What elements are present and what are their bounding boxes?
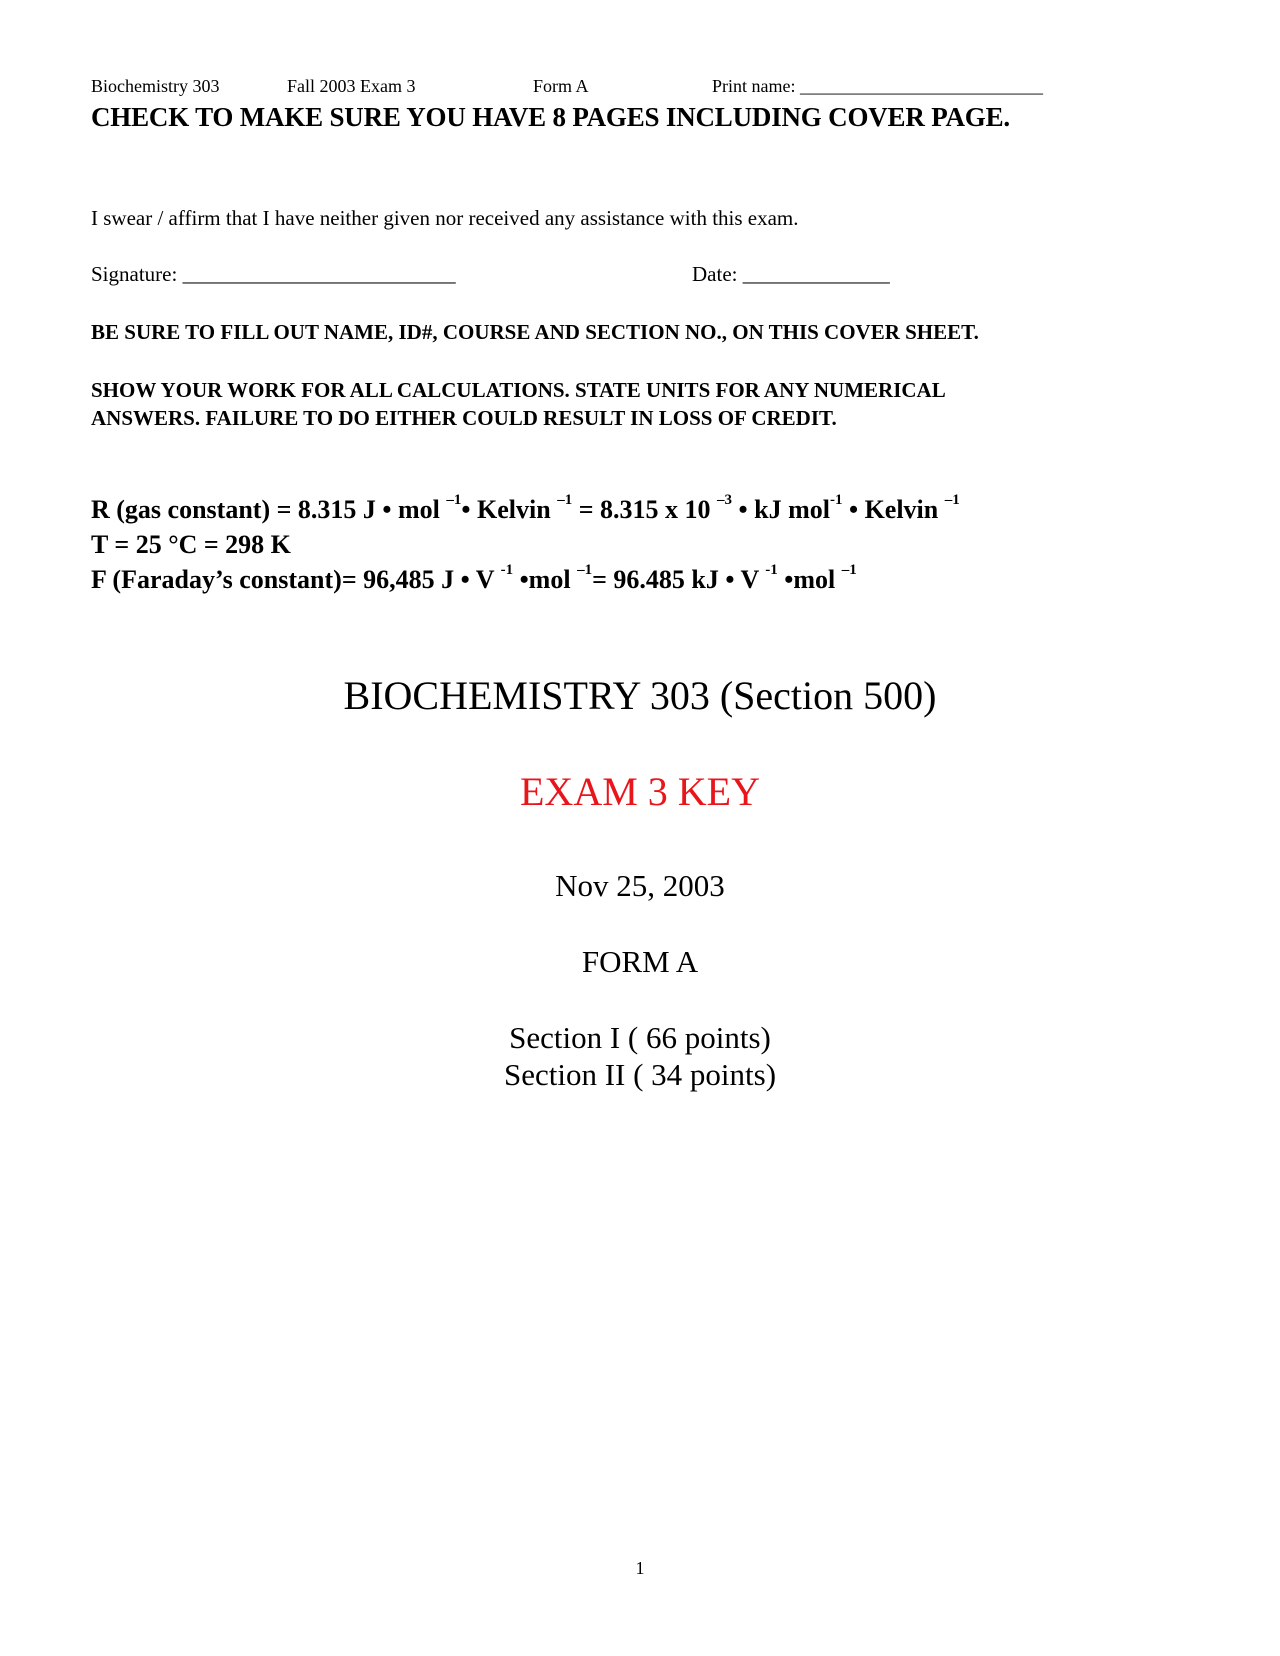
faraday-text: •mol — [513, 565, 578, 594]
exam-date: Nov 25, 2003 — [555, 868, 725, 903]
header-form: Form A — [533, 76, 589, 96]
faraday-text: = 96.485 kJ • V — [592, 565, 766, 594]
gas-constant-text: • kJ mol — [732, 495, 830, 524]
gas-constant-text: = 8.315 x 10 — [572, 495, 718, 524]
page-number: 1 — [635, 1558, 645, 1578]
header-print-name: Print name: ___________________________ — [712, 76, 1043, 96]
superscript: -1 — [765, 562, 778, 578]
superscript: –1 — [557, 492, 573, 508]
faraday-constant-line — [91, 562, 857, 595]
check-pages-notice: CHECK TO MAKE SURE YOU HAVE 8 PAGES INCLUDING COVER PAGE. — [91, 102, 1010, 132]
superscript: -1 — [500, 562, 514, 578]
gas-constant-text: R (gas constant) = 8.315 J • mol — [91, 495, 447, 524]
fill-out-instruction: BE SURE TO FILL OUT NAME, ID#, COURSE AND SECTION NO., ON THIS COVER SHEET. — [91, 320, 979, 344]
header-course: Biochemistry 303 — [91, 76, 220, 96]
temperature-line: T = 25 °C = 298 K — [91, 530, 291, 559]
superscript: -1 — [829, 492, 843, 508]
gas-constant-text: • Kelvin — [461, 495, 558, 524]
superscript: –1 — [944, 492, 960, 508]
header-term-exam: Fall 2003 Exam 3 — [287, 76, 416, 96]
date-line: Date: ______________ — [692, 262, 890, 286]
signature-line: Signature: __________________________ — [91, 262, 456, 286]
superscript: –1 — [841, 562, 857, 578]
superscript: –1 — [577, 562, 593, 578]
course-title: BIOCHEMISTRY 303 (Section 500) — [343, 673, 937, 718]
honor-pledge: I swear / affirm that I have neither given nor received any assistance with this exam. — [91, 206, 799, 230]
show-work-instruction-line1: SHOW YOUR WORK FOR ALL CALCULATIONS. STATE UNITS FOR ANY NUMERICAL — [91, 378, 946, 402]
section-two-points: Section II ( 34 points) — [503, 1057, 777, 1092]
faraday-text: •mol — [777, 565, 842, 594]
superscript: –3 — [717, 492, 733, 508]
gas-constant-line — [91, 492, 960, 525]
faraday-text: F (Faraday’s constant)= 96,485 J • V — [91, 565, 501, 594]
gas-constant-text: • Kelvin — [842, 495, 945, 524]
section-one-points: Section I ( 66 points) — [509, 1020, 771, 1055]
superscript: –1 — [446, 492, 462, 508]
exam-key-title: EXAM 3 KEY — [520, 769, 760, 814]
form-label: FORM A — [581, 944, 699, 979]
show-work-instruction-line2: ANSWERS. FAILURE TO DO EITHER COULD RESULT IN LOSS OF CREDIT. — [91, 406, 837, 430]
